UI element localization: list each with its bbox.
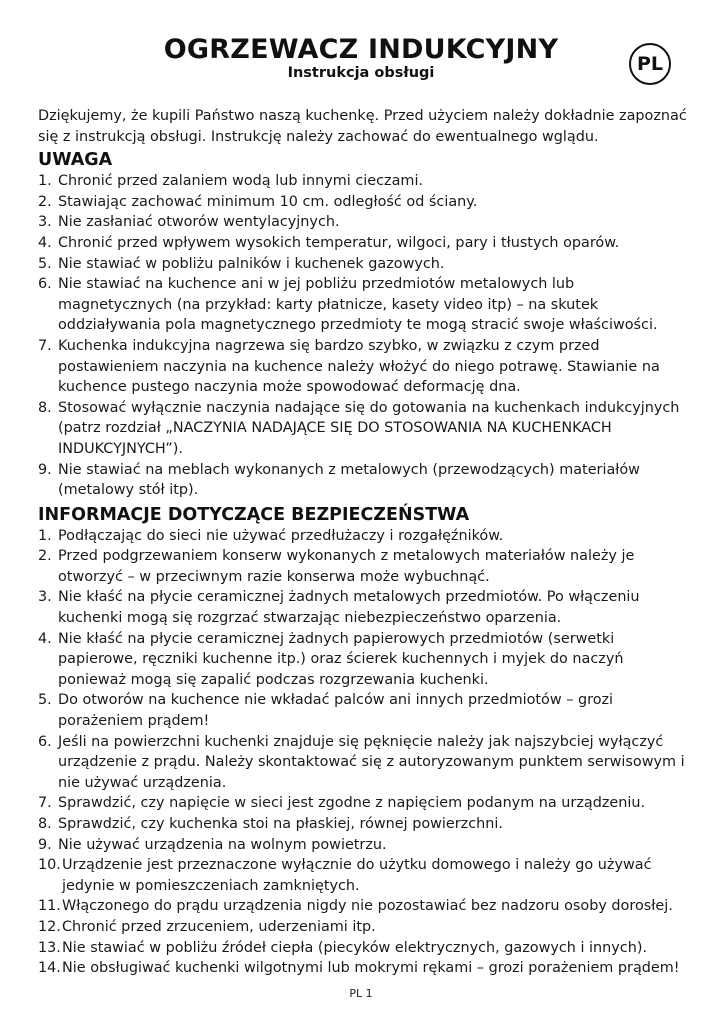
list-item [38,526,688,547]
list-item-number: 9. [38,461,52,478]
list-item [38,460,688,501]
page-number: PL 1 [349,987,373,1000]
list-item-number: 4. [38,234,52,251]
list-item [38,835,688,856]
document-body [38,106,688,979]
list-item-text: Chronić przed wpływem wysokich temperatur, wilgoci, pary i tłustych oparów. [58,234,620,251]
list-item [38,732,688,794]
list-item [38,917,688,938]
list-item-text: Stawiając zachować minimum 10 cm. odległość od ściany. [58,193,478,210]
page-subtitle: Instrukcja obsługi [287,65,435,81]
list-item-number: 14. [38,960,61,977]
list-item-number: 9. [38,836,52,853]
list-item [38,690,688,731]
list-item [38,336,688,398]
list-item-text: Nie używać urządzenia na wolnym powietrzu. [58,836,387,853]
list-item-text: Chronić przed zrzuceniem, uderzeniami itp. [62,918,376,935]
list-item-number: 5. [38,255,52,272]
list-item-text: Przed podgrzewaniem konserw wykonanych z metalowych materiałów należy je otworzyć – w przeciwnym razie konserwa może wybuchnąć. [58,548,635,585]
list-item [38,793,688,814]
list-item-text: Nie obsługiwać kuchenki wilgotnymi lub mokrymi rękami – grozi porażeniem prądem! [62,960,680,977]
list-item-text: Podłączając do sieci nie używać przedłużaczy i rozgałęźników. [58,527,504,544]
list-item [38,814,688,835]
list-item-text: Nie stawiać na kuchence ani w jej pobliżu przedmiotów metalowych lub magnetycznych (na przykład: karty płatnicze, kasety video itp) – na skutek oddziaływania pola magnetycznego przedmioty te mogą stracić swoje właściwości. [58,276,658,334]
list-item-text: Sprawdzić, czy napięcie w sieci jest zgodne z napięciem podanym na urządzeniu. [58,795,646,812]
list-item-number: 8. [38,399,52,416]
list-item [38,274,688,336]
list-item-number: 3. [38,589,52,606]
list-item [38,855,688,896]
list-item-text: Nie stawiać w pobliżu palników i kuchenek gazowych. [58,255,445,272]
list-item-number: 13. [38,939,61,956]
page-title: OGRZEWACZ INDUKCYJNY [163,34,559,65]
list-item-number: 5. [38,692,52,709]
list-item-number: 10. [38,857,61,874]
list-item-text: Chronić przed zalaniem wodą lub innymi cieczami. [58,173,424,190]
list-item-text: Włączonego do prądu urządzenia nigdy nie pozostawiać bez nadzoru osoby dorosłej. [62,898,673,915]
list-item-number: 6. [38,733,52,750]
list-item-text: Jeśli na powierzchni kuchenki znajduje się pęknięcie należy jak najszybciej wyłączyć urządzenie z prądu. Należy skontaktować się z autoryzowanym punktem serwisowym i nie używać urządzenia. [58,733,685,791]
list-item [38,171,688,192]
list-item [38,233,688,254]
list-item [38,938,688,959]
list-item-text: Nie stawiać na meblach wykonanych z metalowych (przewodzących) materiałów (metalowy stół itp). [58,461,640,499]
list-item-number: 7. [38,337,52,354]
list-item-text: Nie kłaść na płycie ceramicznej żadnych metalowych przedmiotów. Po włączeniu kuchenki mogą się rozgrzać stwarzając niebezpieczeństwo oparzenia. [58,589,640,627]
list-item-text: Nie stawiać w pobliżu źródeł ciepła (piecyków elektrycznych, gazowych i innych). [62,939,648,956]
list-item-number: 8. [38,816,52,832]
list-item-text: Sprawdzić, czy kuchenka stoi na płaskiej, równej powierzchni. [58,816,503,832]
list-item-text: Stosować wyłącznie naczynia nadające się do gotowania na kuchenkach indukcyjnych (patrz rozdział „NACZYNIA NADAJĄCE SIĘ DO STOSOWANIA NA KUCHENKACH INDUKCYJNYCH”). [58,399,680,457]
language-badge: PL [629,43,671,85]
list-item [38,629,688,691]
section-heading-warning: UWAGA [38,150,113,171]
list-item [38,896,688,917]
list-item-text: Kuchenka indukcyjna nagrzewa się bardzo szybko, w związku z czym przed postawieniem naczynia na kuchence należy włożyć do niego potrawę. Stawianie na kuchence pustego naczynia może spowodować deformację dna. [58,337,660,396]
list-item-number: 4. [38,630,52,647]
list-item [38,958,688,979]
list-item-number: 2. [38,193,52,210]
list-item [38,212,688,233]
list-item-text: Nie zasłaniać otworów wentylacyjnych. [58,214,340,231]
list-item [38,192,688,213]
list-item-number: 3. [38,214,52,231]
list-item-text: Do otworów na kuchence nie wkładać palców ani innych przedmiotów – grozi porażeniem prądem! [58,692,614,730]
safety-list [38,526,688,979]
list-item [38,254,688,275]
list-item [38,587,688,628]
list-item-number: 1. [38,173,52,190]
section-heading-safety: INFORMACJE DOTYCZĄCE BEZPIECZEŃSTWA [38,504,470,525]
list-item [38,546,688,587]
list-item-number: 2. [38,548,52,565]
intro-paragraph: Dziękujemy, że kupili Państwo naszą kuchenkę. Przed użyciem należy dokładnie zapoznać się z instrukcją obsługi. Instrukcję należy zachować do ewentualnego wglądu. [38,108,687,145]
list-item-number: 12. [38,918,61,935]
list-item-number: 1. [38,527,52,544]
list-item-number: 7. [38,795,52,812]
list-item-text: Nie kłaść na płycie ceramicznej żadnych papierowych przedmiotów (serwetki papierowe, ręczniki kuchenne itp.) oraz ścierek kuchennych i myjek do naczyń ponieważ mogą się zapalić podczas rozgrzewania kuchenki. [58,630,624,688]
list-item-number: 6. [38,276,52,293]
warning-list [38,171,688,501]
list-item-number: 11. [38,898,61,915]
list-item [38,398,688,460]
list-item-text: Urządzenie jest przeznaczone wyłącznie do użytku domowego i należy go używać jedynie w pomieszczeniach zamkniętych. [62,857,652,894]
